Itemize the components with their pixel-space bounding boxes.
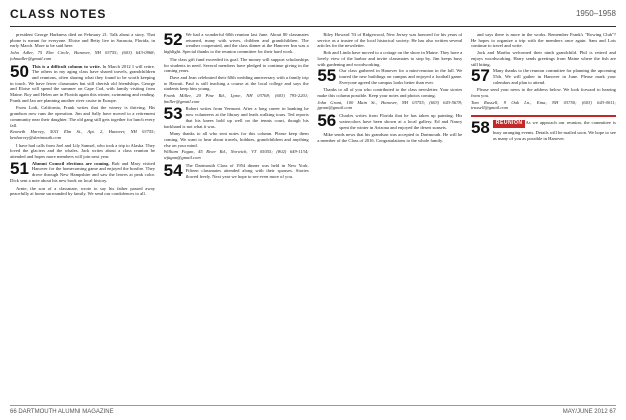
class-year-entry [317,113,462,130]
page-header [10,6,616,27]
class-year-entry [317,68,462,85]
note-paragraph: The class gift fund exceeded its goal. The money will support scholarships for students in need. Several members have pledged to continue giving in the coming years. [163,56,309,74]
note-paragraph: Arnie, the son of a classmate, wrote to say his father passed away peacefully at home surrounded by family. We send our condolences to all. [10,185,155,197]
class-notes-columns [10,32,616,400]
section-title: CLASS NOTES [10,7,107,21]
entry-body: In March 2012 I will retire. The others in my aging class have shared travels, grandchildren and reunions, often sharing what they found to be worth keeping in touch. We have fewer classmates but still cherish old friendships. George and Eloise will spend the summer on Cape Cod, with family visiting from Maine. Roy and Helen are in Florida again this winter, swimming and reading. Frank and Jan are planning another river cruise in Europe. [10,63,155,103]
note-paragraph: Many thanks to all who sent notes for this column. Please keep them coming. We want to hear about travels, hobbies, grandchildren and anything else on your mind. [163,131,309,148]
class-secretary-contact: Frank Miller, 20 Pine Rd., Lyme, NH 03768; (603) 795-2201; fmiller@gmail.com [163,93,309,104]
class-year-entry [163,160,309,180]
note-paragraph: Jack and Martha welcomed their ninth grandchild. Phil is retired and enjoys woodworking. Harry sends greetings from Maine where the fish are still biting. [470,50,616,67]
note-paragraph: Dave and Jean celebrated their 60th wedding anniversary with a family trip to Hawaii. Paul is still teaching a course at the local college and says the students keep him young. [163,74,309,92]
class-year-number: 50 [10,61,29,81]
class-year-number: 53 [163,104,183,124]
note-paragraph: Bob and Linda have moved to a cottage on the shore in Maine. They have a lovely view of the harbor and invite classmates to stop by. Jim keeps busy with gardening and woodworking. [317,50,463,67]
class-secretary-contact: John Grant, 100 Main St., Hanover, NH 03755; (603) 643-5678; jgrant@gmail.com [317,99,463,111]
reunion-entry [471,115,616,141]
column-2 [164,32,309,400]
class-year-entry [471,68,616,85]
reunion-badge: REUNION [493,120,526,128]
entry-body: Charles writes from Florida that he has taken up painting. His watercolors have been shown at a local gallery. Ed and Nancy spent the winter in Arizona and enjoyed the desert sunsets. [339,113,463,130]
entry-body: We had a wonderful 60th reunion last June. About 80 classmates returned, many with wives, children and grandchildren. The weather cooperated, and the class dinner at the Hanover Inn was a highlight. Special thanks to the reunion committee for their hard work. [163,32,309,55]
class-secretary-contact: Tom Russell, 9 Oak Ln., Etna, NH 03750; (603) 643-0011; trussell@gmail.com [470,99,616,111]
class-secretary-contact: William Fagan, 45 River Rd., Norwich, VT 05055; (802) 649-1134; wfagan@gmail.com [163,149,309,161]
entry-body: Our class gathered in Hanover for a mini-reunion in the fall. We toured the new buildings on campus and enjoyed a football game. Everyone agreed the campus looks better than ever. [339,68,463,85]
class-year-number: 55 [317,66,337,86]
note-paragraph: Thanks to all of you who contributed to the class newsletter. Your stories make this column possible. Keep your notes and photos coming. [317,87,463,99]
class-year-entry [10,158,155,184]
note-paragraph: and says there is more in the works. Remember Frank's "Rowing Club"? He hopes to organize a trip with the members once again. Sam and Lois continue to travel and write. [470,32,616,49]
column-1 [10,32,155,400]
entry-body: Robert writes from Vermont. After a long career in banking he now volunteers at the library and leads walking tours. Ted reports that his knees hold up well on the tennis court, though his backhand is not what it was. [163,106,309,129]
footer-right: MAY/JUNE 2012 67 [562,409,616,415]
note-paragraph: Please send your news to the address below. We look forward to hearing from you. [470,87,616,99]
entry-body: The Dartmouth Class of 1954 dinner was held in New York. Fifteen classmates attended along with their spouses. Stories flowed freely. Next year we hope to see even more of you. [185,162,309,180]
class-year-number: 58 [470,118,490,138]
note-paragraph: president George Harkness died on February 21. Talk about a story. That phone is meant for everyone. Eloise and Betty live in Sarasota, Florida, in early March. More to be said here. [10,32,155,49]
class-year-entry [164,32,309,55]
entry-body: Bob and Mary visited Hanover for the homecoming game and enjoyed the bonfire. They drove through New Hampshire and saw the leaves at peak color. Dick sent a note about his new book on local history. [10,160,155,183]
entry-body: As we approach our reunion, the committee is busy arranging events. Details will be mailed soon. We hope to see as many of you as possible in Hanover. [492,120,616,141]
note-paragraph: From Lodi, California, Frank writes that the winery is thriving. His grandson now runs the operation. Jim and Sally have moved to a retirement community near their daughter. The old gang still gets together for lunch every fall. [10,105,155,128]
column-4 [471,32,616,400]
class-secretary-contact: John Adler, 75 Elm Circle, Hanover, NH 03755; (603) 643-0968; johnadler@gmail.com [10,50,155,61]
class-year-number: 52 [163,32,183,49]
class-secretary-contact: Kenneth Harvey, 5011 Elm St., Apt. 2, Hanover, NH 03755; kenharvey@dartmouth.com [10,129,155,140]
class-year-number: 51 [10,158,29,178]
entry-body: Many thanks to the reunion committee for planning the upcoming 55th. We will gather in Hanover in June. Please mark your calendars and plan to attend. [492,68,616,85]
entry-lead: This is a difficult column to write. [31,63,101,69]
class-year-entry [164,106,309,129]
entry-lead: Alumni Council elections are coming. [31,160,110,166]
page-footer [10,405,616,416]
note-paragraph: Mike sends news that his grandson was accepted to Dartmouth. He will be a member of the Class of 2016. Congratulations to the whole family. [317,132,463,143]
class-years-range: 1950–1958 [575,9,616,18]
class-year-entry [10,61,155,104]
footer-left: 66 DARTMOUTH ALUMNI MAGAZINE [10,409,114,415]
column-3 [317,32,462,400]
note-paragraph: I have had calls from Joel and Lily Samsel, who took a trip to Alaska. They loved the glaciers and the whales. Jack writes about a class reunion he attended and hopes more members will join next year. [10,142,155,160]
class-year-number: 57 [470,66,490,86]
class-year-number: 56 [317,111,337,131]
class-year-number: 54 [163,160,183,180]
note-paragraph: Riley Howard '53 of Ridgewood, New Jersey was honored for his years of service as a trustee of the local historical society. He has also written several articles for the newsletter. [317,32,463,49]
